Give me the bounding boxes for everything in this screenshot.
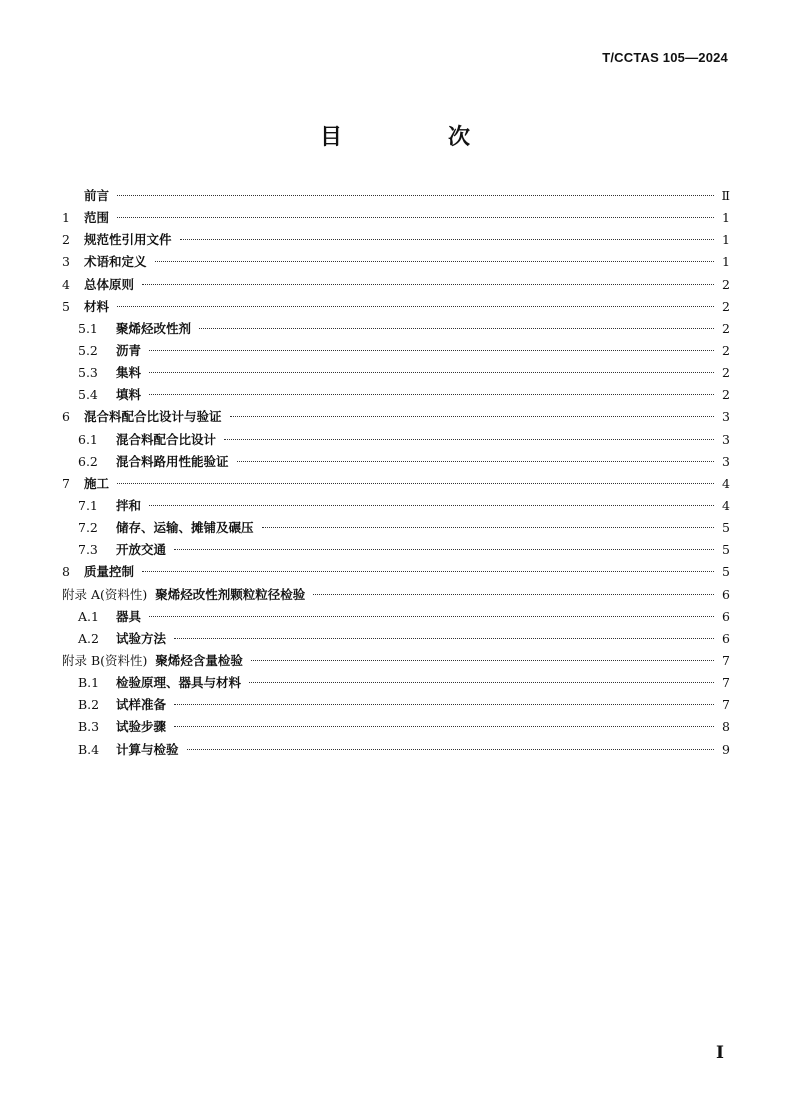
toc-entry-label: 混合料配合比设计 xyxy=(116,431,217,447)
dot-leader xyxy=(149,372,714,373)
toc-entry-label: 施工 xyxy=(84,475,110,491)
dot-leader xyxy=(117,483,714,484)
toc-entry-label: 聚烯烃改性剂颗粒粒径检验 xyxy=(155,586,306,602)
toc-entry[interactable] xyxy=(62,230,730,252)
toc-entry-number: 3 xyxy=(62,254,70,270)
toc-entry[interactable] xyxy=(62,474,730,496)
toc-entry-number: 6.2 xyxy=(78,453,98,469)
dot-leader xyxy=(149,505,714,506)
dot-leader xyxy=(149,616,714,617)
toc-entry-number: 附录 A(资料性) xyxy=(62,586,148,602)
toc-entry[interactable] xyxy=(62,341,730,363)
toc-entry-page: 3 xyxy=(722,409,730,425)
toc-entry-label: 试样准备 xyxy=(116,697,167,713)
toc-entry-page: 1 xyxy=(722,210,730,226)
toc-entry-number: B.3 xyxy=(78,719,100,735)
toc-entry-label: 术语和定义 xyxy=(84,254,147,270)
dot-leader xyxy=(180,239,714,240)
dot-leader xyxy=(174,726,714,727)
toc-entry-page: 4 xyxy=(722,497,730,513)
toc-entry-label: 材料 xyxy=(84,298,110,314)
toc-entry[interactable] xyxy=(62,585,730,607)
toc-entry[interactable] xyxy=(62,673,730,695)
toc-entry[interactable] xyxy=(62,275,730,297)
toc-entry-page: 3 xyxy=(722,431,730,447)
toc-entry-label: 规范性引用文件 xyxy=(84,232,172,248)
toc-entry[interactable] xyxy=(62,651,730,673)
toc-entry[interactable] xyxy=(62,496,730,518)
toc-entry-label: 集料 xyxy=(116,365,142,381)
toc-entry-number: 8 xyxy=(62,564,70,580)
toc-entry[interactable] xyxy=(62,363,730,385)
toc-entry[interactable] xyxy=(62,717,730,739)
toc-entry[interactable] xyxy=(62,252,730,274)
toc-entry-page: 2 xyxy=(722,276,730,292)
toc-entry-number: 7.3 xyxy=(78,542,98,558)
dot-leader xyxy=(149,350,714,351)
dot-leader xyxy=(174,704,714,705)
dot-leader xyxy=(174,638,714,639)
toc-entry-label: 混合料配合比设计与验证 xyxy=(84,409,222,425)
toc-entry-label: 试验步骤 xyxy=(116,719,167,735)
toc-entry[interactable] xyxy=(62,208,730,230)
toc-entry-number: 附录 B(资料性) xyxy=(62,652,148,668)
toc-entry-label: 试验方法 xyxy=(116,630,167,646)
table-of-contents xyxy=(62,186,730,762)
toc-entry-label: 聚烯烃含量检验 xyxy=(155,652,243,668)
toc-title: 目 次 xyxy=(319,125,512,150)
toc-entry[interactable] xyxy=(62,430,730,452)
toc-entry[interactable] xyxy=(62,319,730,341)
toc-entry-page: 1 xyxy=(722,254,730,270)
toc-entry-number: A.1 xyxy=(78,608,99,624)
dot-leader xyxy=(313,594,714,595)
toc-entry-label: 检验原理、器具与材料 xyxy=(116,675,242,691)
toc-entry[interactable] xyxy=(62,629,730,651)
toc-entry-page: 9 xyxy=(722,741,730,757)
toc-entry-label: 拌和 xyxy=(116,497,142,513)
toc-entry-number: 5.3 xyxy=(78,365,98,381)
toc-entry-number: 7.2 xyxy=(78,520,98,536)
toc-entry-number: 1 xyxy=(62,210,70,226)
toc-entry-label: 前言 xyxy=(84,188,110,203)
toc-entry-label: 储存、运输、摊铺及碾压 xyxy=(116,520,254,536)
dot-leader xyxy=(117,195,714,196)
toc-entry-number: 7 xyxy=(62,475,70,491)
dot-leader xyxy=(199,328,714,329)
toc-entry-page: 3 xyxy=(722,453,730,469)
dot-leader xyxy=(251,660,714,661)
toc-entry-page: 5 xyxy=(722,564,730,580)
toc-entry-page: 2 xyxy=(722,365,730,381)
toc-entry-page: 8 xyxy=(722,719,730,735)
page-number: I xyxy=(716,1043,724,1063)
toc-entry-number: 5.4 xyxy=(78,387,98,403)
toc-entry[interactable] xyxy=(62,407,730,429)
toc-entry-label: 器具 xyxy=(116,608,142,624)
toc-entry-number: 5 xyxy=(62,298,70,314)
toc-entry-number: B.2 xyxy=(78,697,100,713)
toc-entry[interactable] xyxy=(62,452,730,474)
toc-entry-page: 6 xyxy=(722,608,730,624)
toc-entry-label: 开放交通 xyxy=(116,542,167,558)
standard-code: T/CCTAS 105—2024 xyxy=(602,50,728,65)
toc-entry-page: 2 xyxy=(722,298,730,314)
toc-entry-page: Ⅱ xyxy=(721,188,730,203)
toc-entry[interactable] xyxy=(62,695,730,717)
dot-leader xyxy=(249,682,714,683)
dot-leader xyxy=(224,439,714,440)
dot-leader xyxy=(230,416,714,417)
dot-leader xyxy=(142,284,714,285)
toc-entry-number: 5.2 xyxy=(78,342,98,358)
toc-entry[interactable] xyxy=(62,740,730,762)
toc-entry-page: 6 xyxy=(722,586,730,602)
toc-entry-label: 填料 xyxy=(116,387,142,403)
dot-leader xyxy=(142,571,714,572)
toc-entry-label: 沥青 xyxy=(116,342,142,358)
toc-entry-page: 5 xyxy=(722,542,730,558)
toc-entry-page: 2 xyxy=(722,387,730,403)
dot-leader xyxy=(149,394,714,395)
dot-leader xyxy=(117,217,714,218)
toc-entry[interactable] xyxy=(62,607,730,629)
toc-entry-page: 2 xyxy=(722,320,730,336)
toc-entry-number: 5.1 xyxy=(78,320,98,336)
toc-entry-label: 计算与检验 xyxy=(116,741,179,757)
toc-entry-page: 2 xyxy=(722,342,730,358)
dot-leader xyxy=(187,749,714,750)
dot-leader xyxy=(117,306,714,307)
toc-entry[interactable] xyxy=(62,518,730,540)
toc-entry[interactable] xyxy=(62,540,730,562)
toc-entry-number: B.1 xyxy=(78,675,100,691)
dot-leader xyxy=(155,261,714,262)
toc-entry-label: 质量控制 xyxy=(84,564,135,580)
toc-entry-label: 范围 xyxy=(84,210,110,226)
dot-leader xyxy=(174,549,714,550)
toc-entry-number: 6 xyxy=(62,409,70,425)
toc-entry-number: 6.1 xyxy=(78,431,98,447)
toc-entry-number: 2 xyxy=(62,232,70,248)
toc-entry-page: 5 xyxy=(722,520,730,536)
toc-entry[interactable] xyxy=(62,562,730,584)
toc-entry-number: B.4 xyxy=(78,741,100,757)
toc-entry-page: 7 xyxy=(722,652,730,668)
toc-entry-page: 7 xyxy=(722,697,730,713)
toc-entry-number: 4 xyxy=(62,276,70,292)
toc-entry-page: 6 xyxy=(722,630,730,646)
toc-entry-page: 7 xyxy=(722,675,730,691)
toc-entry-number: A.2 xyxy=(78,630,99,646)
toc-entry[interactable] xyxy=(62,186,730,208)
toc-entry-label: 总体原则 xyxy=(84,276,135,292)
toc-entry[interactable] xyxy=(62,297,730,319)
toc-entry-label: 聚烯烃改性剂 xyxy=(116,320,192,336)
toc-entry-page: 4 xyxy=(722,475,730,491)
toc-entry-page: 1 xyxy=(722,232,730,248)
dot-leader xyxy=(237,461,714,462)
toc-entry-number: 7.1 xyxy=(78,497,98,513)
dot-leader xyxy=(262,527,714,528)
toc-entry-label: 混合料路用性能验证 xyxy=(116,453,229,469)
toc-entry[interactable] xyxy=(62,385,730,407)
